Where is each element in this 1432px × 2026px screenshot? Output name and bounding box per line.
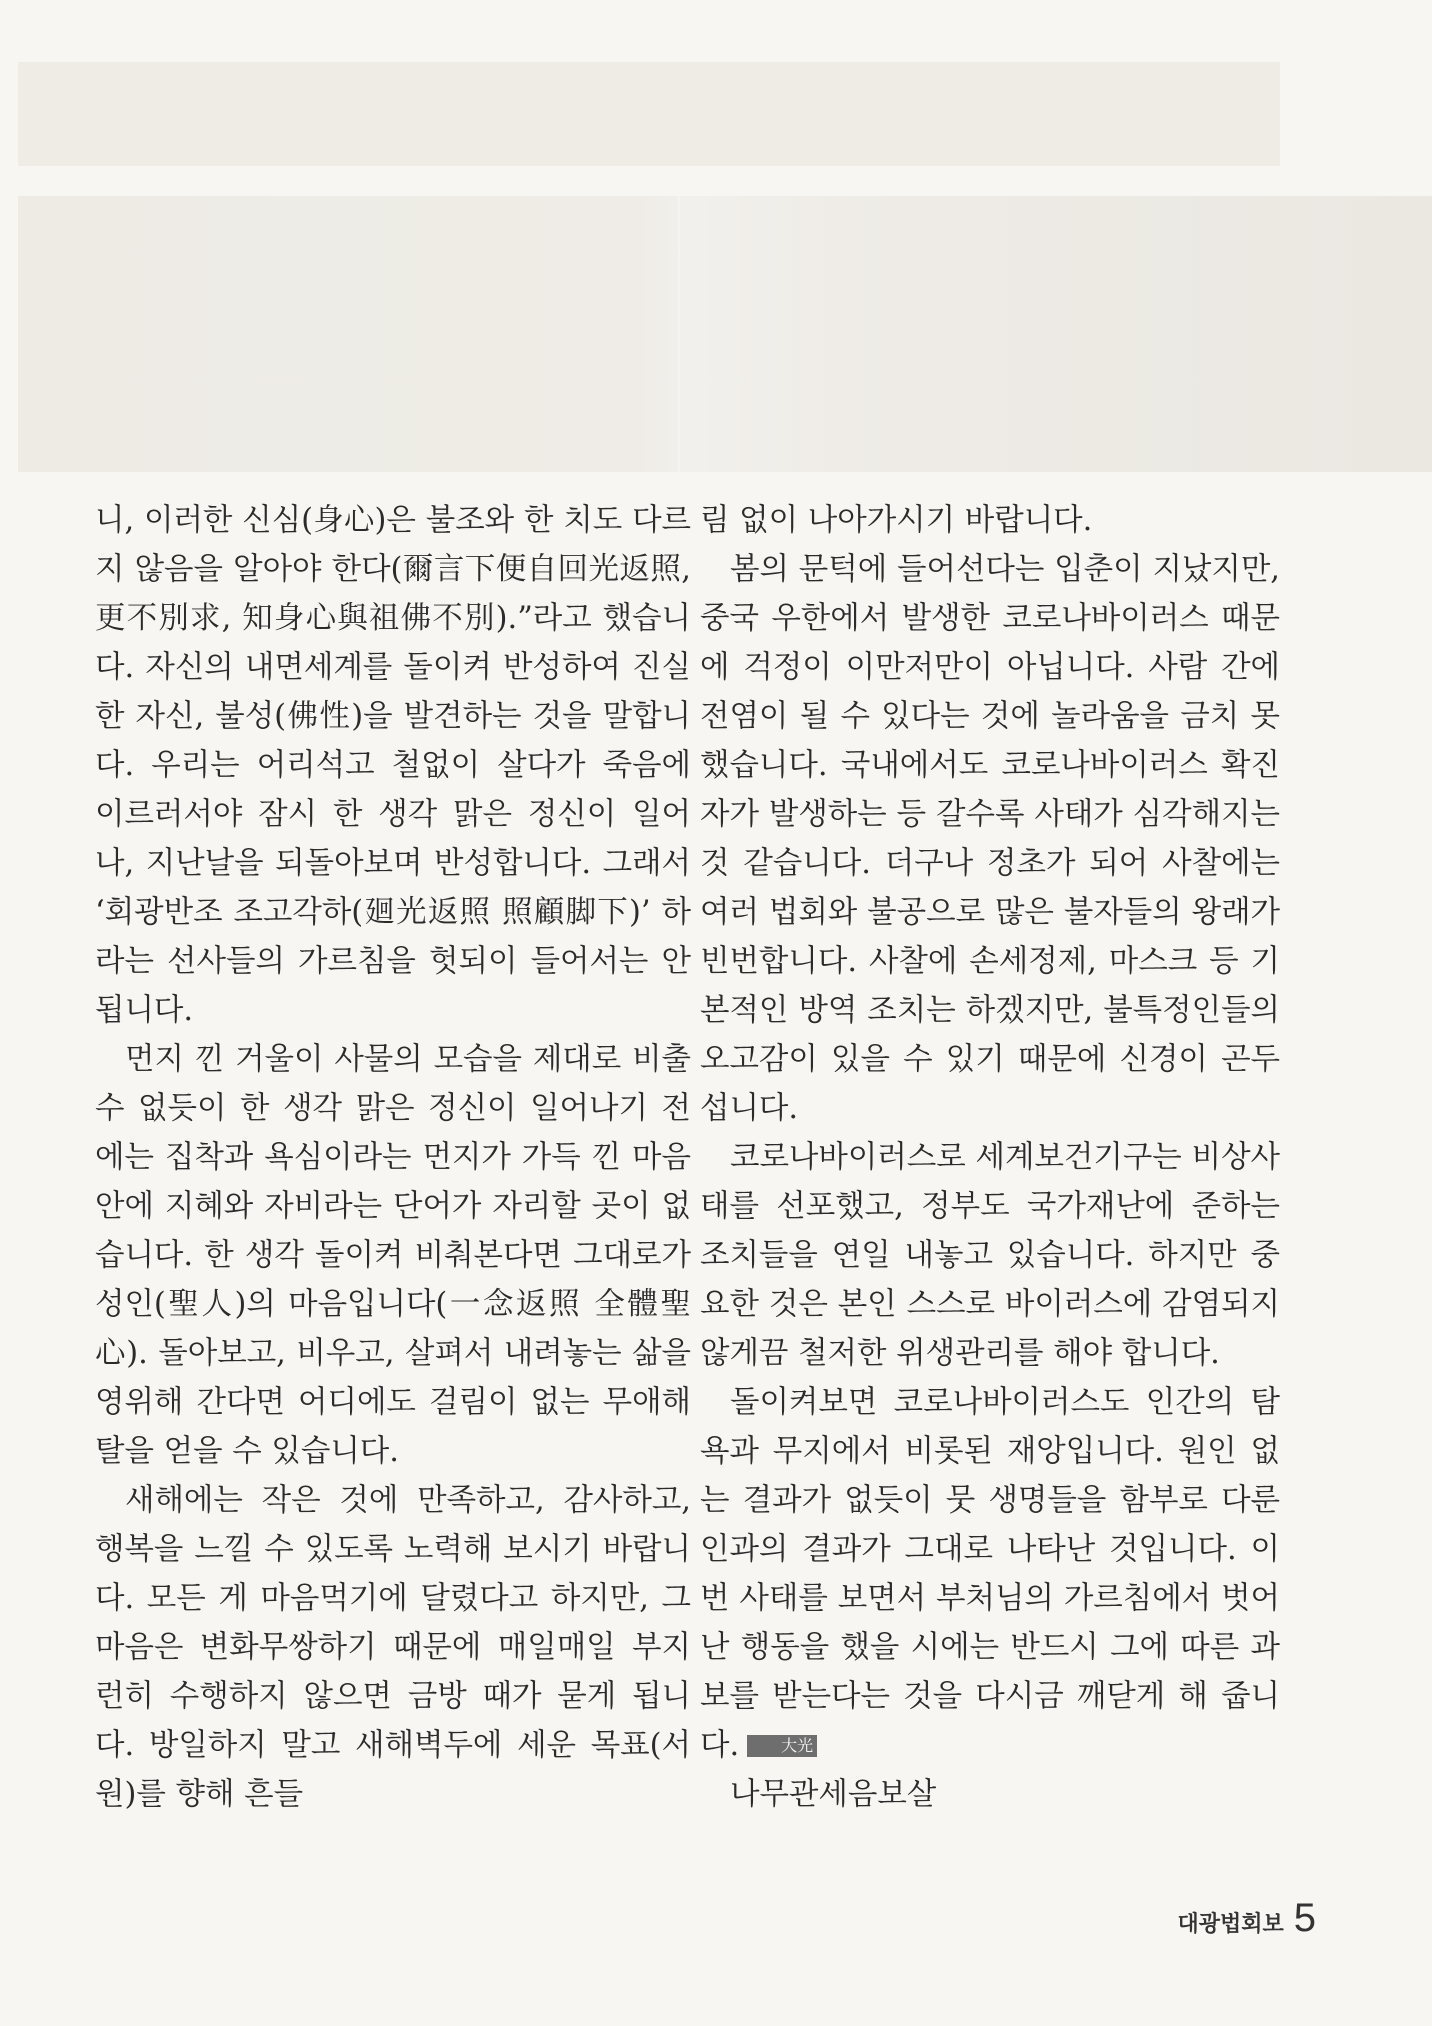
page-footer — [1177, 1896, 1316, 1941]
left-text-column — [95, 496, 691, 1819]
right-paragraph-3: 코로나바이러스로 세계보건기구는 비상사태를 선포했고, 정부도 국가재난에 준하는 조치들을 연일 내놓고 있습니다. 하지만 중요한 것은 본인 스스로 바이러스에 감염되지 않게끔 철저한 위생관리를 해야 합니다. — [700, 1140, 1280, 1371]
right-paragraph-4-text: 돌이켜보면 코로나바이러스도 인간의 탐욕과 무지에서 비롯된 재앙입니다. 원인 없는 결과가 없듯이 뭇 생명들을 함부로 다룬 인과의 결과가 그대로 나타난 것입니다. 이번 사태를 보면서 부처님의 가르침에서 벗어난 행동을 했을 시에는 반드시 그에 따른 과보를 받는다는 것을 다시금 깨닫게 해 줍니다. — [700, 1385, 1280, 1763]
right-paragraph-1: 림 없이 나아가시기 바랍니다. — [700, 503, 1093, 538]
left-paragraph-3: 새해에는 작은 것에 만족하고, 감사하고, 행복을 느낄 수 있도록 노력해 보시기 바랍니다. 모든 게 마음먹기에 달렸다고 하지만, 그 마음은 변화무쌍하기 때문에 매일매일 부지런히 수행하지 않으면 금방 때가 묻게 됩니다. 방일하지 말고 새해벽두에 세운 목표(서원)를 향해 흔들 — [95, 1483, 691, 1812]
right-paragraph-4 — [700, 1378, 1280, 1770]
left-paragraph-1: 니, 이러한 신심(身心)은 불조와 한 치도 다르지 않음을 알아야 한다(爾言下便自回光返照, 更不別求, 知身心與祖佛不別).”라고 했습니다. 자신의 내면세계를 돌이켜 반성하여 진실한 자신, 불성(佛性)을 발견하는 것을 말합니다. 우리는 어리석고 철없이 살다가 죽음에 이르러서야 잠시 한 생각 맑은 정신이 일어나, 지난날을 되돌아보며 반성합니다. 그래서 ‘회광반조 조고각하(廻光返照 照顧脚下)’ 하라는 선사들의 가르침을 헛되이 들어서는 안 됩니다. — [95, 503, 691, 1028]
top-image-band — [18, 62, 1280, 166]
end-mark-badge: 大光 — [747, 1735, 817, 1757]
faded-photo-area — [18, 196, 1432, 472]
closing-chant: 나무관세음보살 — [730, 1777, 937, 1812]
right-paragraph-2: 봄의 문턱에 들어선다는 입춘이 지났지만, 중국 우한에서 발생한 코로나바이러스 때문에 걱정이 이만저만이 아닙니다. 사람 간에 전염이 될 수 있다는 것에 놀라움을 금치 못했습니다. 국내에서도 코로나바이러스 확진자가 발생하는 등 갈수록 사태가 심각해지는 것 같습니다. 더구나 정초가 되어 사찰에는 여러 법회와 불공으로 많은 불자들의 왕래가 빈번합니다. 사찰에 손세정제, 마스크 등 기본적인 방역 조치는 하겠지만, 불특정인들의 오고감이 있을 수 있기 때문에 신경이 곤두섭니다. — [700, 552, 1280, 1126]
right-text-column — [700, 496, 1280, 1819]
page-number: 5 — [1293, 1896, 1316, 1940]
left-paragraph-2: 먼지 낀 거울이 사물의 모습을 제대로 비출 수 없듯이 한 생각 맑은 정신이 일어나기 전에는 집착과 욕심이라는 먼지가 가득 낀 마음 안에 지혜와 자비라는 단어가 자리할 곳이 없습니다. 한 생각 돌이켜 비춰본다면 그대로가 성인(聖人)의 마음입니다(一念返照 全體聖心). 돌아보고, 비우고, 살펴서 내려놓는 삶을 영위해 간다면 어디에도 걸림이 없는 무애해탈을 얻을 수 있습니다. — [95, 1042, 691, 1469]
publication-name: 대광법회보 — [1177, 1912, 1284, 1937]
